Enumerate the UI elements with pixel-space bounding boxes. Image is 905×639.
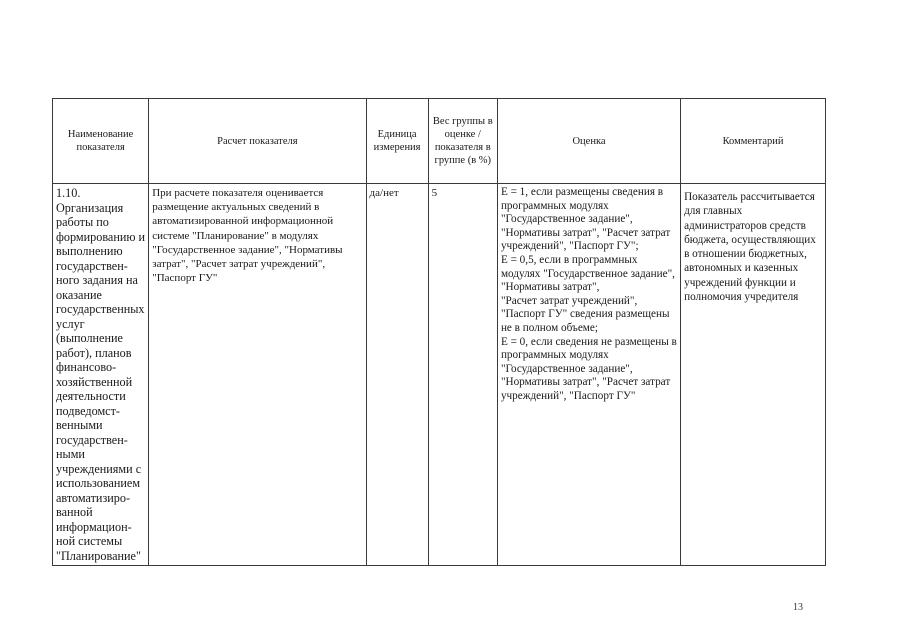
indicator-table bbox=[52, 98, 826, 566]
header-calculation: Расчет показателя bbox=[149, 99, 366, 184]
cell-weight: 5 bbox=[428, 184, 497, 566]
page-number: 13 bbox=[793, 602, 803, 613]
table-header-row bbox=[53, 99, 826, 184]
cell-calculation: При расчете показателя оценивается размещение актуальных сведений в автоматизированной информационной системе "Планирование" в модулях "Государственное задание", "Нормативы затрат", "Расчет затрат учреждений", "Паспорт ГУ" bbox=[149, 184, 366, 566]
header-score: Оценка bbox=[497, 99, 680, 184]
cell-score: E = 1, если размещены сведения в программных модулях "Государственное задание", "Нормативы затрат", "Расчет затрат учреждений", "Паспорт ГУ"; E = 0,5, если в программных модулях "Государственное задание", "Нормативы затрат", "Расчет затрат учреждений", "Паспорт ГУ" сведения размещены не в полном объеме; E = 0, если сведения не размещены в программных модулях "Государственное задание", "Нормативы затрат", "Расчет затрат учреждений", "Паспорт ГУ" bbox=[497, 184, 680, 566]
header-name: Наименование показателя bbox=[53, 99, 149, 184]
header-weight: Вес группы в оценке / показателя в группе (в %) bbox=[428, 99, 497, 184]
cell-indicator-name: 1.10. Организация работы по формированию и выполнению государствен- ного задания на оказание государственных услуг (выполнение работ), планов финансово- хозяйственной деятельности подведомст- венными государствен- ными учреждениями с использованием автоматизиро- ванной информацион- ной системы "Планирование" bbox=[53, 184, 149, 566]
header-unit: Единица измерения bbox=[366, 99, 428, 184]
cell-comment: Показатель рассчитывается для главных администраторов средств бюджета, осуществляющих в отношении бюджетных, автономных и казенных учреждений функции и полномочия учредителя bbox=[681, 184, 826, 566]
table-row bbox=[53, 184, 826, 566]
header-comment: Комментарий bbox=[681, 99, 826, 184]
cell-unit: да/нет bbox=[366, 184, 428, 566]
